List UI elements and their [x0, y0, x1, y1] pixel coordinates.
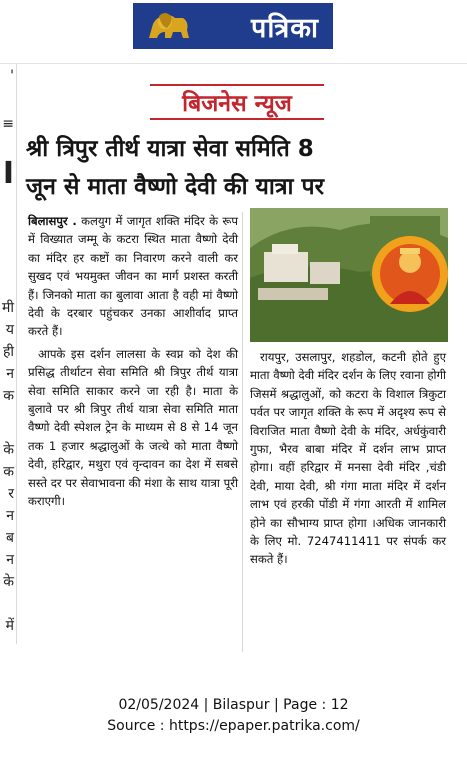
- footer-date-line: 02/05/2024 | Bilaspur | Page : 12: [118, 697, 349, 713]
- strip-char: के: [3, 442, 14, 458]
- paragraph-1-text: कलयुग में जागृत शक्ति मंदिर के रूप में विख्यात जम्मू के कटरा स्थित माता वैष्णो देवी का मंदिर हर कष्टों का निवारण करने वाली कर सुखद एवं भयमुक्त जीवन का मार्ग प्रशस्त करती हैं। जिनको माता का बुलावा आता है वही मां वैष्णो देवी के दरबार पहुंचकर उनका आशीर्वाद प्राप्त करते हैं।: [28, 214, 238, 339]
- strip-char: के: [3, 574, 14, 590]
- lion-icon: [143, 8, 193, 44]
- strip-char: न: [6, 552, 14, 568]
- strip-char: में: [5, 618, 14, 634]
- section-heading: बिजनेस न्यूज: [150, 84, 324, 120]
- article-paragraph-3: रायपुर, उसलापुर, शहडोल, कटनी होते हुए माता वैष्णो देवी मंदिर दर्शन के लिए रवाना होगी जिसमें श्रद्धालुओं, को कटरा के विशाल त्रिकुटा पर्वत पर जागृत शक्ति के रूप में अदृश्य रूप से विराजित माता वैष्णो देवी के मंदिर, अर्धकुंवारी गुफा, भैरव बाबा मंदिर में दर्शन लाभ प्राप्त होगा। वहीं हरिद्वार में मनसा देवी मंदिर ,चंडी देवी, माया देवी, श्री गंगा माता मंदिर में दर्शन लाभ एवं हरकी पोंडी में गंगा आरती में शामिल होने का सौभाग्य प्राप्त होगा ।अधिक जानकारी के लिए मो. 7247411411 पर संपर्क कर सकते हैं।: [250, 350, 447, 567]
- strip-char: य: [5, 322, 14, 338]
- strip-char: ब: [6, 530, 14, 546]
- strip-char: क: [3, 464, 14, 480]
- article-paragraph-2: आपके इस दर्शन लालसा के स्वप्न को देश की प्रसिद्ध तीर्थाटन सेवा समिति श्री त्रिपुर तीर्थ यात्रा सेवा समिति साकार करने जा रही है। माता के बुलावे पर श्री त्रिपुर तीर्थ यात्रा सेवा समिति माता वैष्णो देवी स्पेशल ट्रेन के माध्यम से 8 से 14 जून तक 1 हजार श्रद्धालुओं के जत्थे को माता वैष्णो देवी, हरिद्वार, मथुरा एवं वृन्दावन का देश में सबसे सस्ते दर पर सेवाभावना की मंशा के साथ यात्रा पूरी कराएगी।: [28, 346, 238, 509]
- adjacent-column-fragment: [0, 64, 17, 644]
- article-column-left: [28, 212, 238, 515]
- article-column-right: [250, 348, 446, 573]
- strip-char: न: [6, 366, 14, 382]
- strip-char: ही: [2, 344, 14, 360]
- footer-source-line: Source : https://epaper.patrika.com/: [107, 718, 360, 734]
- article-paragraph-1: [28, 212, 238, 341]
- strip-char: क: [3, 388, 14, 404]
- dateline: बिलासपुर .: [28, 214, 77, 228]
- strip-char: मी: [2, 300, 14, 316]
- clipping-footer: [0, 695, 467, 737]
- news-clipping: [0, 63, 467, 664]
- logo-text: पत्रिका: [251, 12, 319, 44]
- strip-char: I: [2, 156, 14, 191]
- temple-photo: [250, 208, 448, 342]
- column-divider: [242, 212, 243, 652]
- temple-photo-image: [250, 208, 448, 342]
- strip-char: ': [10, 68, 14, 84]
- strip-char: र: [8, 486, 14, 502]
- strip-char: ≡: [2, 116, 14, 132]
- patrika-logo: [133, 3, 333, 49]
- strip-char: न: [6, 508, 14, 524]
- headline-line-1: श्री त्रिपुर तीर्थ यात्रा सेवा समिति 8: [26, 136, 314, 162]
- headline: [26, 130, 446, 206]
- headline-line-2: जून से माता वैष्णो देवी की यात्रा पर: [26, 174, 324, 200]
